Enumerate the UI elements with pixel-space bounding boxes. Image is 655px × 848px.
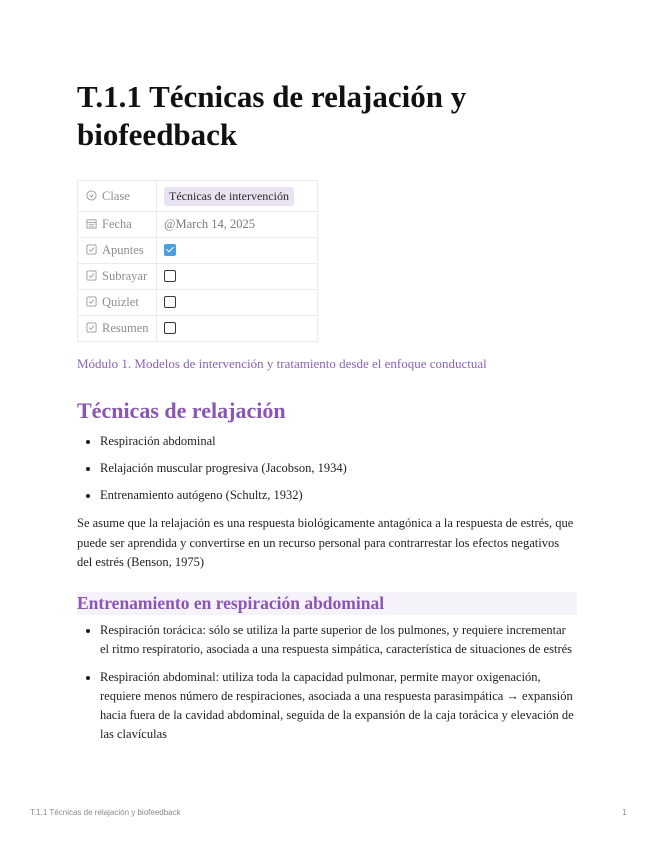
resumen-checkbox[interactable] (164, 322, 176, 334)
properties-table (77, 180, 318, 342)
property-label: Clase (102, 188, 130, 203)
property-label: Subrayar (102, 269, 148, 283)
page-title: T.1.1 Técnicas de relajación y biofeedback (77, 79, 467, 152)
property-label: Apuntes (102, 243, 144, 257)
property-row-subrayar (78, 264, 318, 290)
page-number: 1 (622, 808, 627, 817)
list-item: • Entrenamiento autógeno (Schultz, 1932) (100, 486, 577, 505)
intro-paragraph: Se asume que la relajación es una respuesta biológicamente antagónica a la respuesta de estrés, que puede ser aprendida y convertirse en un recurso personal para contrarrestar los efectos negativos del estrés (Benson, 1975) (77, 516, 574, 569)
list-item: • Respiración torácica: sólo se utiliza la parte superior de los pulmones, y requiere incrementar el ritmo respiratorio, asociada a una respuesta simpática, característica de situaciones de estrés (100, 621, 577, 659)
relajacion-list (77, 432, 577, 505)
property-row-apuntes (78, 238, 318, 264)
property-label-cell (78, 212, 157, 238)
section-heading-relajacion: Técnicas de relajación (77, 398, 286, 423)
date-value[interactable]: @March 14, 2025 (157, 212, 318, 238)
property-label: Fecha (102, 217, 132, 231)
apuntes-checkbox[interactable] (164, 244, 176, 256)
select-icon (86, 190, 97, 201)
checkbox-property-icon (86, 244, 97, 255)
quizlet-checkbox[interactable] (164, 296, 176, 308)
property-value-cell (157, 290, 318, 316)
checkbox-property-icon (86, 296, 97, 307)
list-item: • Respiración abdominal (100, 432, 577, 451)
property-value-cell (157, 264, 318, 290)
footer-title: T.1.1 Técnicas de relajación y biofeedback (30, 808, 181, 817)
property-label-cell (78, 264, 157, 290)
class-tag[interactable]: Técnicas de intervención (164, 187, 294, 206)
property-value-cell (157, 238, 318, 264)
property-row-resumen (78, 316, 318, 342)
property-row-clase (78, 181, 318, 212)
property-label: Resumen (102, 321, 149, 335)
checkbox-property-icon (86, 322, 97, 333)
list-item: • Respiración abdominal: utiliza toda la capacidad pulmonar, permite mayor oxigenación, requiere menos número de respiraciones, asociada a una respuesta parasimpática → expansión hacia fuera de la cavidad abdominal, seguida de la expansión de la caja torácica y elevación de las clavículas (100, 668, 577, 744)
list-item: • Relajación muscular progresiva (Jacobson, 1934) (100, 459, 577, 478)
property-label: Quizlet (102, 295, 139, 309)
property-row-quizlet (78, 290, 318, 316)
property-label-cell (78, 238, 157, 264)
property-row-fecha (78, 212, 318, 238)
respiracion-list (77, 621, 577, 744)
property-label-cell (78, 181, 157, 212)
module-link[interactable]: Módulo 1. Modelos de intervención y tratamiento desde el enfoque conductual (77, 356, 487, 371)
section-heading-respiracion: Entrenamiento en respiración abdominal (77, 592, 577, 615)
property-label-cell (78, 316, 157, 342)
subrayar-checkbox[interactable] (164, 270, 176, 282)
calendar-icon (86, 218, 97, 229)
checkbox-property-icon (86, 270, 97, 281)
property-value-cell (157, 316, 318, 342)
property-value-cell[interactable] (157, 181, 318, 212)
property-label-cell (78, 290, 157, 316)
